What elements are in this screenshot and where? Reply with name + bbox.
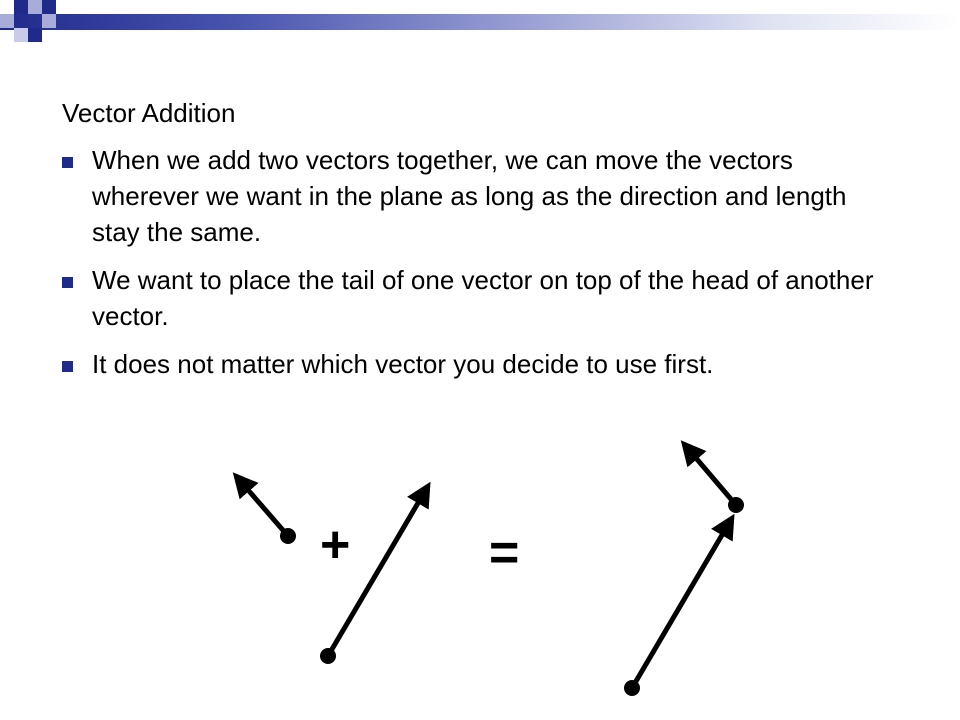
bullet-text: We want to place the tail of one vector on top of the head of another vector. — [92, 265, 874, 331]
vector-b — [320, 486, 428, 664]
sum-vector-b — [624, 518, 732, 696]
bullet-text: When we add two vectors together, we can move the vectors wherever we want in the plane as long as the direction and length stay the same. — [92, 145, 847, 247]
sum-vector-a-tail-dot — [728, 497, 744, 513]
sum-vector-b-tail-dot — [624, 680, 640, 696]
vector-a-tail-dot — [280, 528, 296, 544]
vector-a-shaft — [236, 476, 288, 536]
slide-title: Vector Addition — [62, 98, 236, 128]
plus-symbol: + — [320, 516, 351, 574]
sum-vector-b-shaft — [632, 518, 732, 688]
bullet-text: It does not matter which vector you decide to use first. — [92, 349, 714, 379]
vector-b-tail-dot — [320, 648, 336, 664]
vector-a — [236, 476, 296, 544]
equals-symbol: = — [489, 524, 520, 582]
sum-vector-a-shaft — [684, 444, 736, 505]
sum-vector-a — [684, 444, 744, 513]
